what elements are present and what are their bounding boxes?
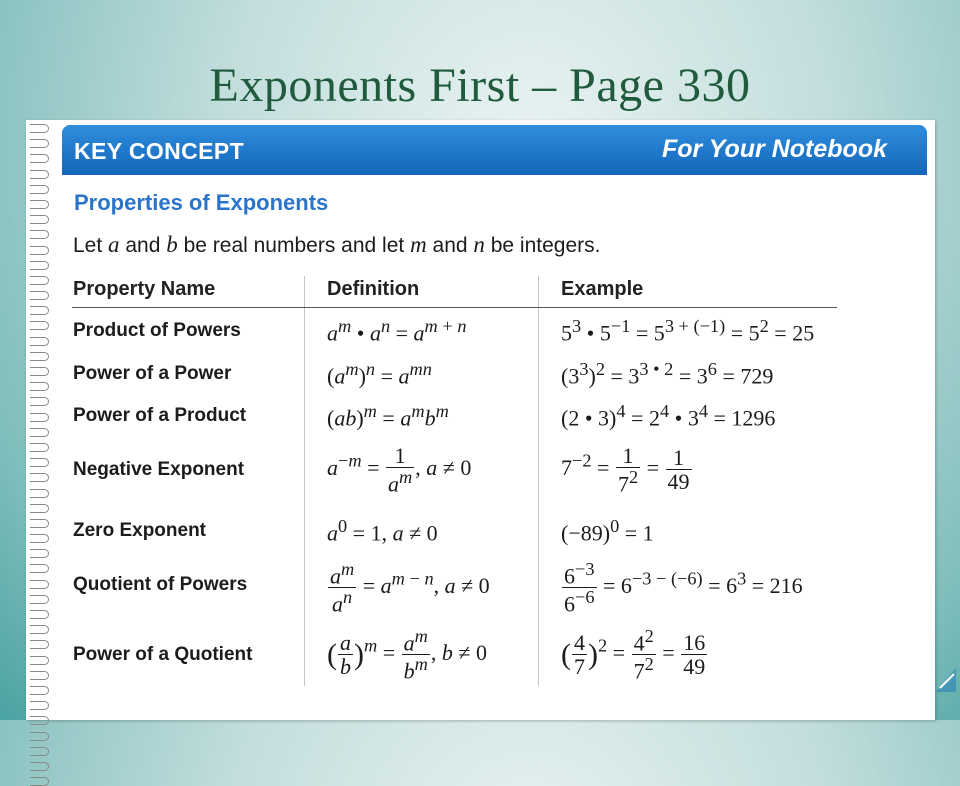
- definition-power-of-a-product: $(ab)^m = a^mb^m$: [327, 401, 449, 431]
- spiral-loop-icon: [30, 686, 49, 695]
- spiral-loop-icon: [30, 382, 49, 391]
- section-heading: Properties of Exponents: [74, 190, 329, 215]
- spiral-loop-icon: [30, 701, 49, 710]
- spiral-loop-icon: [30, 625, 49, 634]
- definition-power-of-a-quotient: ( $\frac{a}{b}$ )$^m$ = $\frac{a^m}{b^m}$ , b ≠ 0: [327, 626, 487, 684]
- header-rule: [72, 307, 837, 308]
- spiral-loop-icon: [30, 489, 49, 498]
- definition-negative-exponent: $a^{-m}$ = $\frac{1}{a^m}$ , a ≠ 0: [327, 443, 472, 497]
- definition-quotient-of-powers: $\frac{a^m}{a^n}$ = $a^{m - n}$, a ≠ 0: [330, 559, 490, 617]
- intro-sentence: Let a and b be real numbers and let m and n be integers.: [73, 232, 601, 257]
- example-power-of-a-quotient: ( $\frac{4}{7}$ )$^2$ = $\frac{4^2}{7^2}$ = $\frac{16}{49}$: [561, 626, 706, 684]
- spiral-loop-icon: [30, 732, 49, 741]
- spiral-loop-icon: [30, 549, 49, 558]
- spiral-loop-icon: [30, 610, 49, 619]
- spiral-loop-icon: [30, 747, 49, 756]
- spiral-loop-icon: [30, 215, 49, 224]
- header-definition: Definition: [327, 278, 420, 300]
- example-power-of-a-product: (2 • $3)^4 = 2^4$ • $3^4 = 1296$: [561, 401, 776, 431]
- spiral-loop-icon: [30, 230, 49, 239]
- spiral-binding-icon: [26, 124, 54, 714]
- spiral-loop-icon: [30, 352, 49, 361]
- spiral-loop-icon: [30, 656, 49, 665]
- definition-zero-exponent: $a^0 = 1$, a ≠ 0: [327, 516, 438, 546]
- row-name-quotient-of-powers: Quotient of Powers: [73, 574, 248, 595]
- spiral-loop-icon: [30, 321, 49, 330]
- row-name-product-of-powers: Product of Powers: [73, 320, 241, 341]
- header-example: Example: [561, 278, 644, 300]
- spiral-loop-icon: [30, 428, 49, 437]
- spiral-loop-icon: [30, 413, 49, 422]
- column-divider: [304, 276, 305, 686]
- spiral-loop-icon: [30, 291, 49, 300]
- spiral-loop-icon: [30, 124, 49, 133]
- banner-note: For Your Notebook: [662, 135, 887, 163]
- key-concept-banner: [62, 125, 927, 175]
- row-name-power-of-a-product: Power of a Product: [73, 405, 247, 426]
- row-name-negative-exponent: Negative Exponent: [73, 459, 245, 480]
- spiral-loop-icon: [30, 443, 49, 452]
- spiral-loop-icon: [30, 595, 49, 604]
- spiral-loop-icon: [30, 170, 49, 179]
- row-name-power-of-a-quotient: Power of a Quotient: [73, 644, 253, 665]
- slide-title: Exponents First – Page 330: [209, 59, 751, 112]
- header-property-name: Property Name: [73, 278, 216, 300]
- spiral-loop-icon: [30, 397, 49, 406]
- example-zero-exponent: $(-89)^0 = 1$: [561, 516, 654, 546]
- column-divider: [538, 276, 539, 686]
- spiral-loop-icon: [30, 640, 49, 649]
- corner-logo-icon: [934, 664, 958, 694]
- spiral-loop-icon: [30, 139, 49, 148]
- row-name-power-of-a-power: Power of a Power: [73, 363, 232, 384]
- spiral-loop-icon: [30, 154, 49, 163]
- example-negative-exponent: $7^{-2}$ = $\frac{1}{7^2}$ = $\frac{1}{49}$: [561, 443, 690, 497]
- spiral-loop-icon: [30, 200, 49, 209]
- spiral-loop-icon: [30, 306, 49, 315]
- banner-label: KEY CONCEPT: [74, 138, 245, 164]
- spiral-loop-icon: [30, 519, 49, 528]
- spiral-loop-icon: [30, 777, 49, 786]
- example-power-of-a-power: $(3^3)^2 = 3^{3 • 2} = 3^6 = 729$: [561, 359, 774, 389]
- spiral-loop-icon: [30, 337, 49, 346]
- spiral-loop-icon: [30, 276, 49, 285]
- definition-product-of-powers: $a^m$ • $a^n = a^{m + n}$: [327, 316, 467, 346]
- spiral-loop-icon: [30, 367, 49, 376]
- spiral-loop-icon: [30, 762, 49, 771]
- example-product-of-powers: $5^3$ • $5^{-1} = 5^{3 + (-1)} = 5^2 = 25$: [561, 316, 815, 346]
- spiral-loop-icon: [30, 534, 49, 543]
- spiral-loop-icon: [30, 458, 49, 467]
- spiral-loop-icon: [30, 261, 49, 270]
- spiral-loop-icon: [30, 564, 49, 573]
- spiral-loop-icon: [30, 580, 49, 589]
- definition-power-of-a-power: $(a^m)^n = a^{mn}$: [327, 359, 432, 389]
- spiral-loop-icon: [30, 246, 49, 255]
- row-name-zero-exponent: Zero Exponent: [73, 520, 207, 541]
- example-quotient-of-powers: $\frac{6^{-3}}{6^{-6}}$ = $6^{-3 - (-6)} = 6^3 = 216$: [564, 559, 803, 617]
- spiral-loop-icon: [30, 473, 49, 482]
- spiral-loop-icon: [30, 671, 49, 680]
- spiral-loop-icon: [30, 185, 49, 194]
- spiral-loop-icon: [30, 716, 49, 725]
- spiral-loop-icon: [30, 504, 49, 513]
